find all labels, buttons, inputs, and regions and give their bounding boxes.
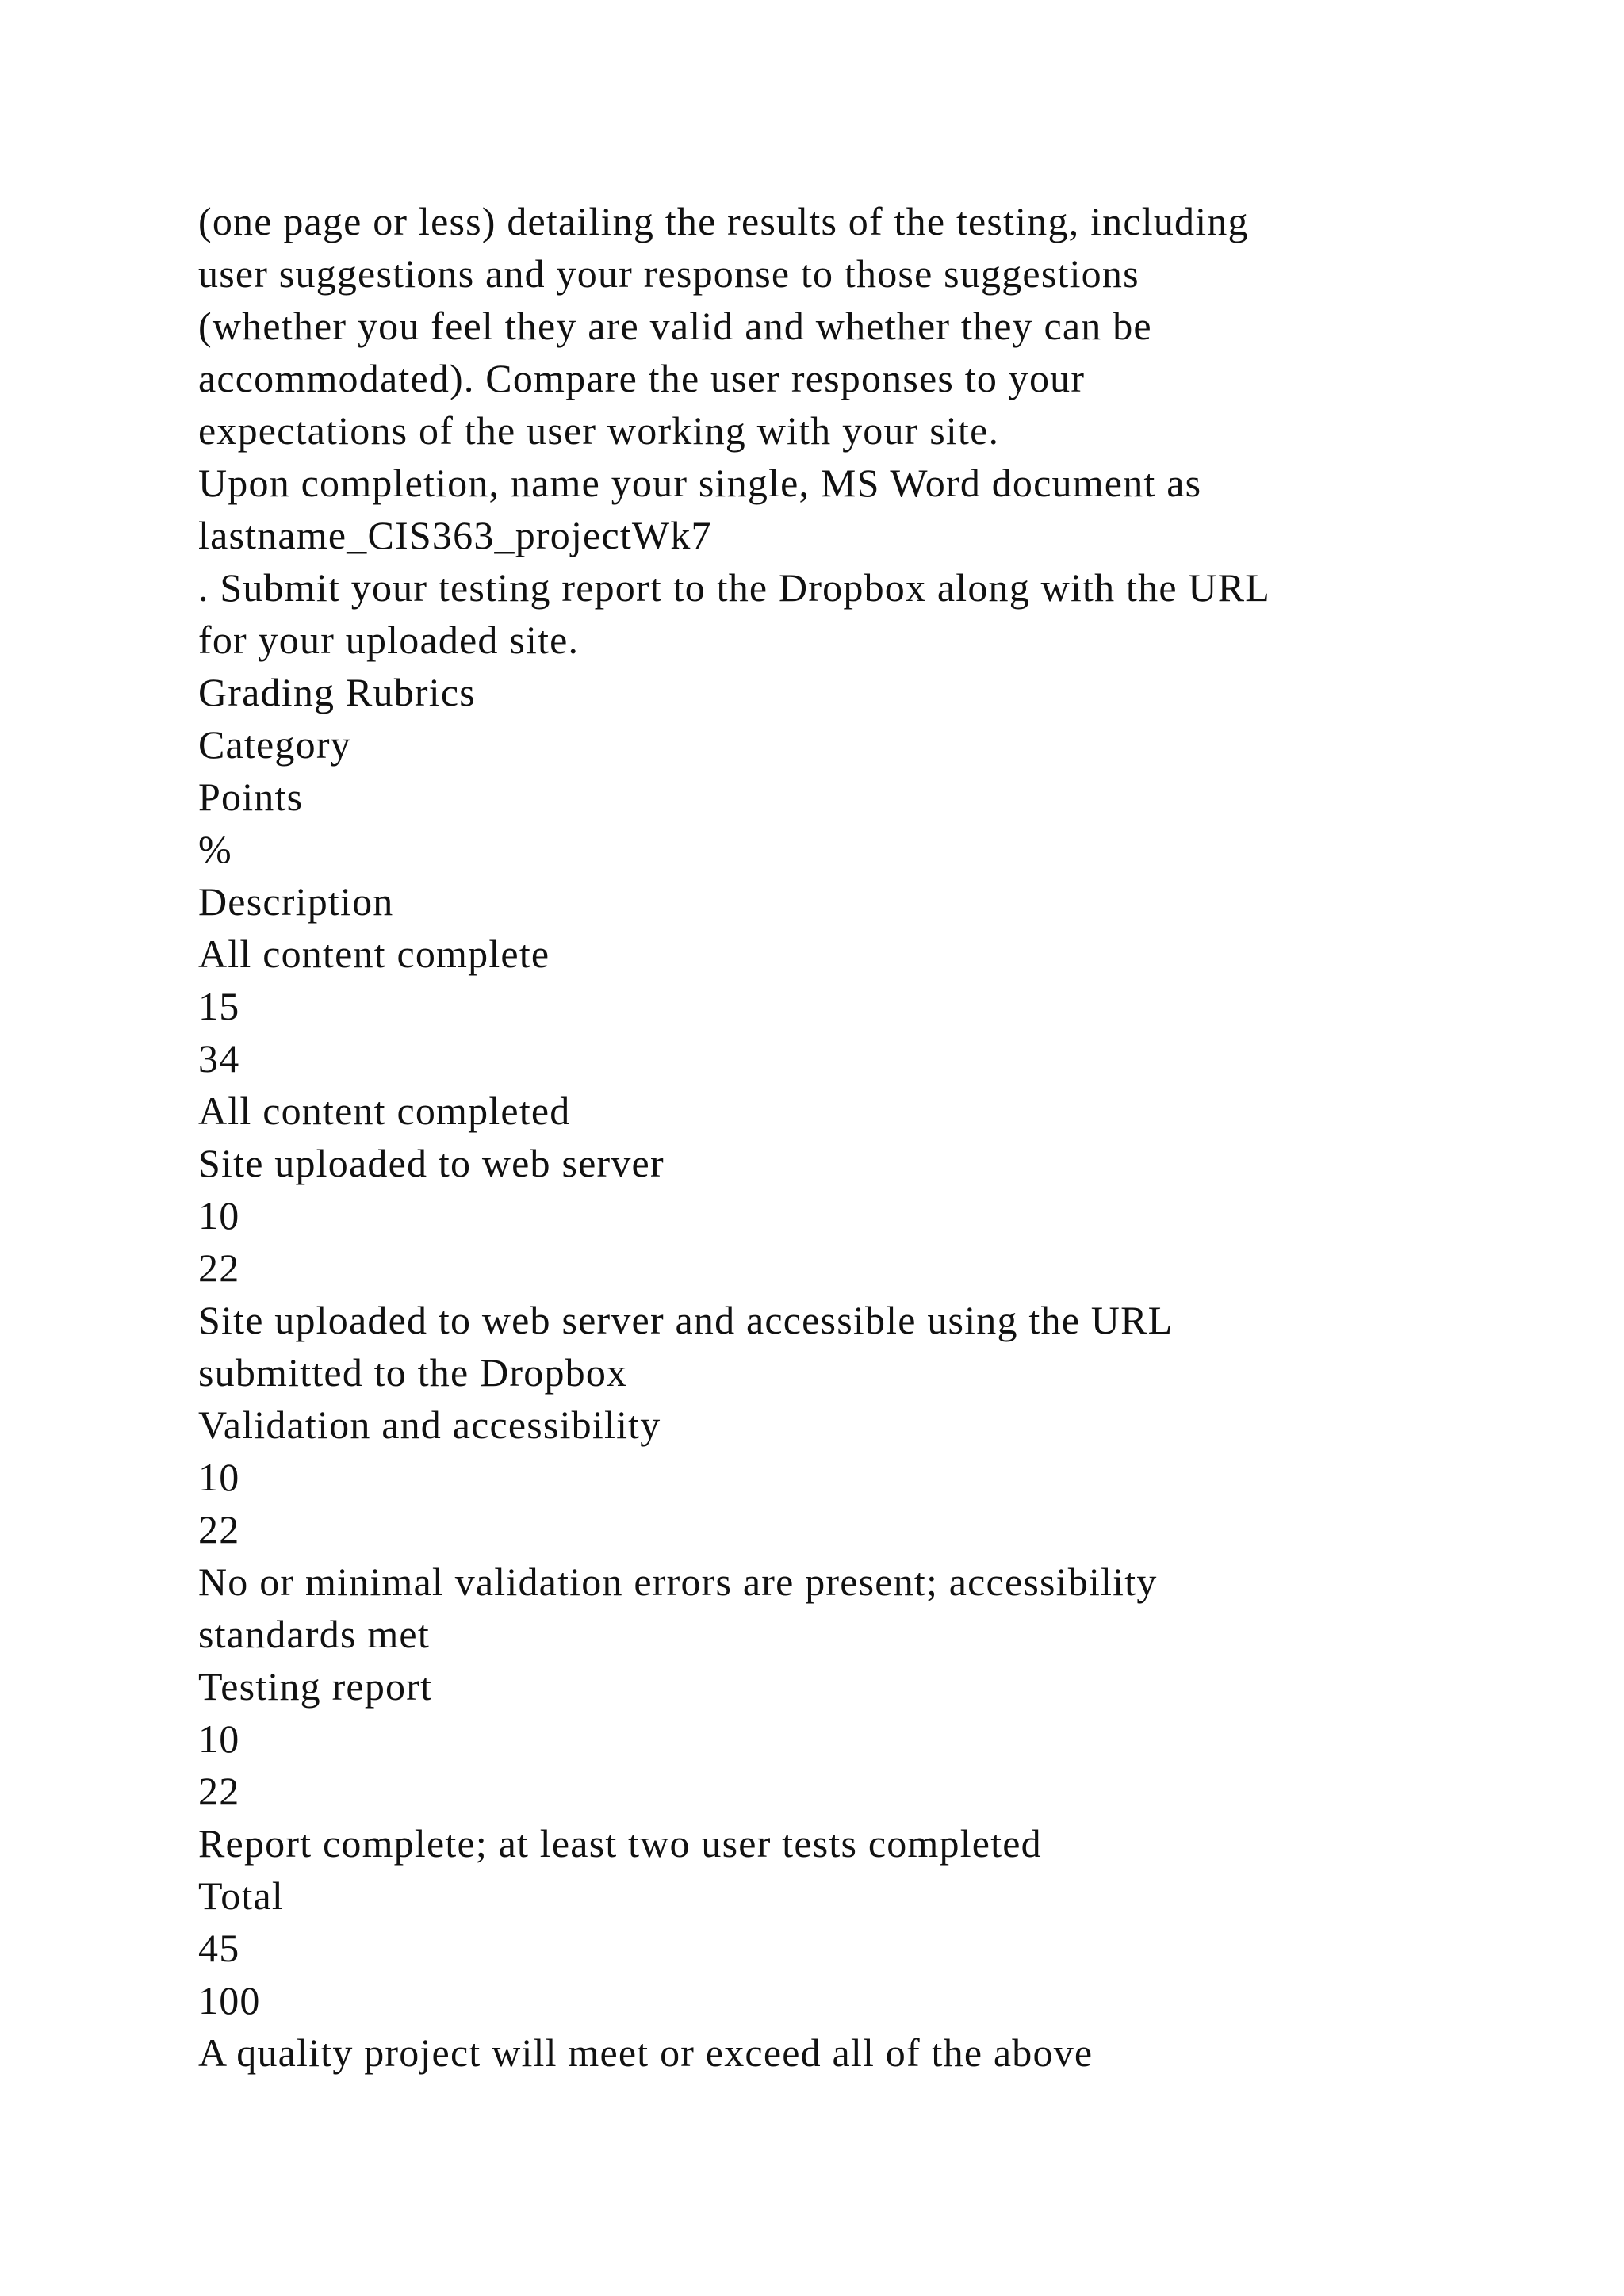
rubric-total-points: 45 (198, 1926, 240, 1970)
rubric-description: standards met (198, 1612, 430, 1656)
body-line: user suggestions and your response to those suggestions (198, 251, 1139, 296)
body-line: expectations of the user working with your site. (198, 408, 1000, 453)
rubric-category: All content complete (198, 932, 550, 976)
rubric-description: submitted to the Dropbox (198, 1350, 628, 1395)
rubric-description: Site uploaded to web server and accessible using the URL (198, 1298, 1174, 1342)
rubric-percent: 22 (198, 1507, 240, 1552)
body-line: (whether you feel they are valid and whether they can be (198, 304, 1152, 348)
rubric-category: Testing report (198, 1664, 433, 1709)
rubric-percent: 22 (198, 1769, 240, 1813)
rubric-header-percent: % (198, 827, 232, 871)
body-line: (one page or less) detailing the results of the testing, including (198, 199, 1249, 243)
rubric-category: Validation and accessibility (198, 1402, 661, 1447)
body-line: lastname_CIS363_projectWk7 (198, 513, 712, 557)
rubric-points: 10 (198, 1716, 240, 1761)
rubric-description: No or minimal validation errors are present; accessibility (198, 1559, 1158, 1604)
rubric-points: 10 (198, 1455, 240, 1499)
rubric-points: 10 (198, 1193, 240, 1238)
rubric-category: Site uploaded to web server (198, 1141, 665, 1185)
body-line: accommodated). Compare the user responses to your (198, 356, 1086, 400)
rubric-header-points: Points (198, 775, 304, 819)
rubric-percent: 34 (198, 1036, 240, 1081)
rubric-total-percent: 100 (198, 1978, 261, 2022)
rubric-percent: 22 (198, 1246, 240, 1290)
rubric-header-category: Category (198, 722, 351, 767)
rubric-total-description: A quality project will meet or exceed all of the above (198, 2030, 1094, 2075)
rubric-points: 15 (198, 984, 240, 1028)
document-body (198, 195, 1507, 2079)
body-line: for your uploaded site. (198, 618, 580, 662)
body-line: Upon completion, name your single, MS Word document as (198, 461, 1202, 505)
rubric-description: Report complete; at least two user tests completed (198, 1821, 1042, 1866)
body-line: . Submit your testing report to the Dropbox along with the URL (198, 565, 1271, 610)
rubric-header-description: Description (198, 879, 394, 924)
rubric-description: All content completed (198, 1089, 571, 1133)
rubric-heading: Grading Rubrics (198, 670, 476, 714)
rubric-total-label: Total (198, 1873, 285, 1918)
